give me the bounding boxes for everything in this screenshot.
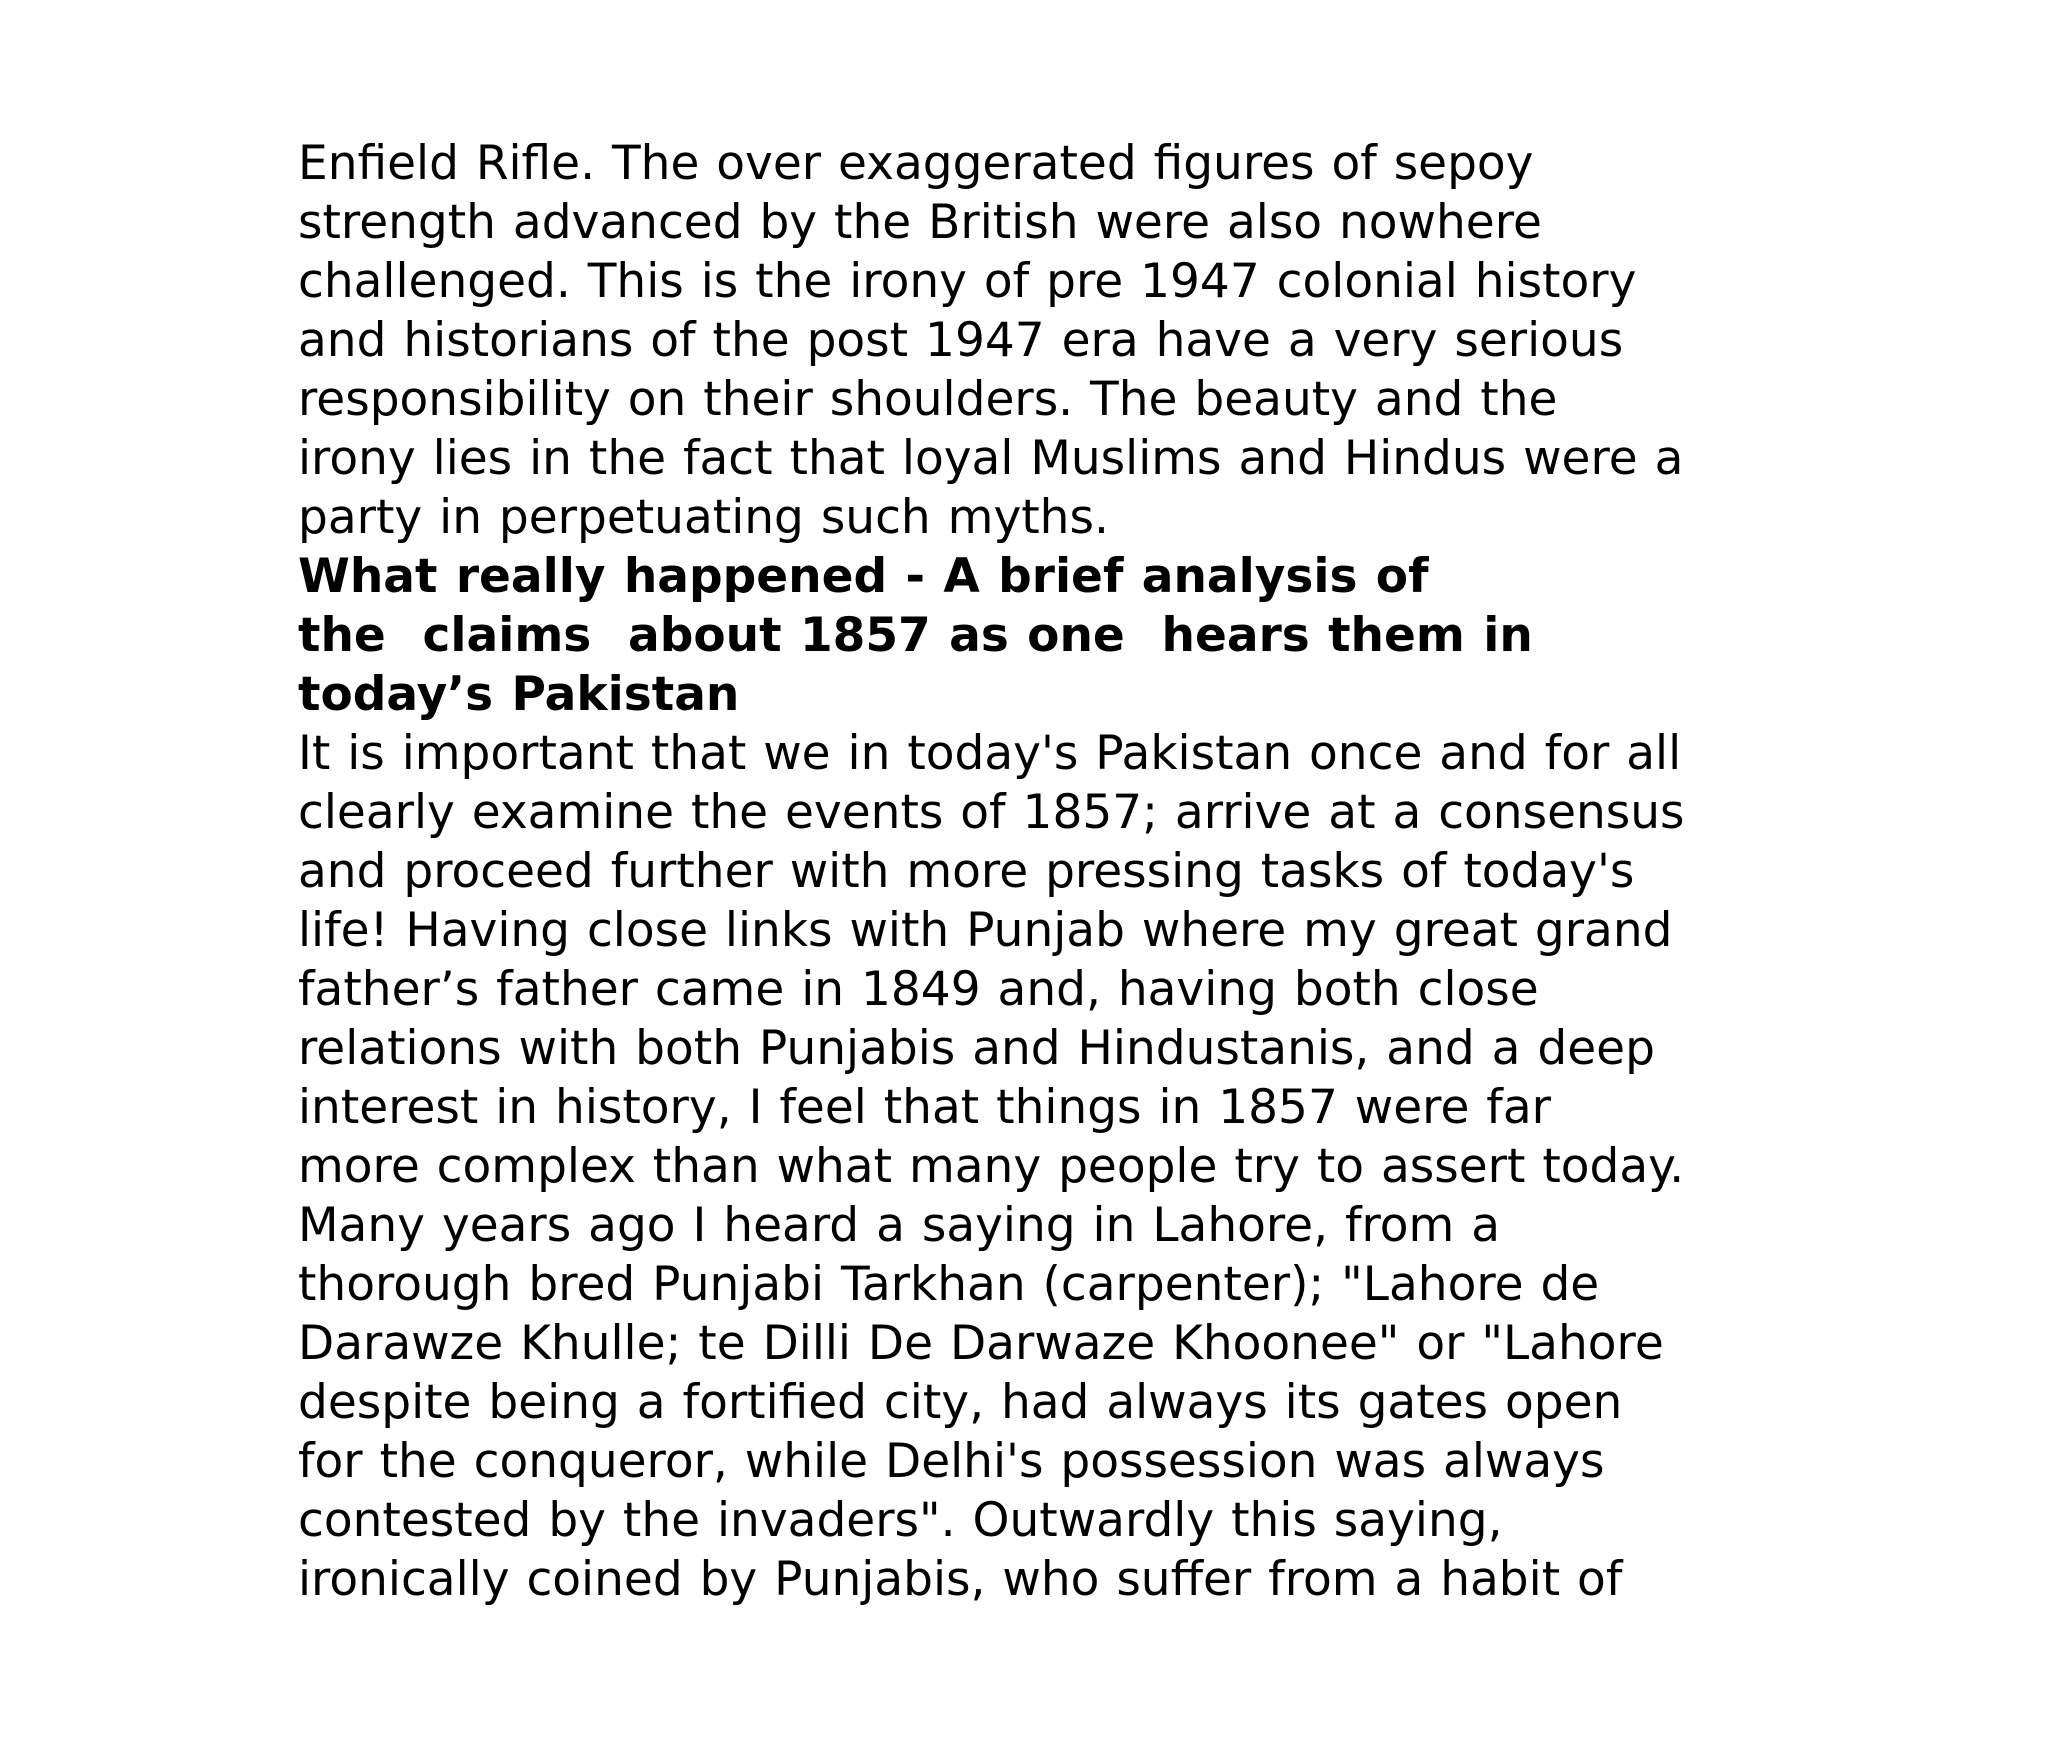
text-line: It is important that we in today's Pakistan once and for all xyxy=(298,726,1682,781)
heading-line: What really happened - A brief analysis of xyxy=(298,549,1429,604)
text-line: despite being a fortified city, had always its gates open xyxy=(298,1375,1623,1430)
text-line: father’s father came in 1849 and, having both close xyxy=(298,962,1539,1017)
text-line: Darawze Khulle; te Dilli De Darwaze Khoonee" or "Lahore xyxy=(298,1316,1664,1371)
text-line: responsibility on their shoulders. The beauty and the xyxy=(298,372,1558,427)
text-line: clearly examine the events of 1857; arrive at a consensus xyxy=(298,785,1685,840)
text-line: and proceed further with more pressing tasks of today's xyxy=(298,844,1635,899)
text-line: ironically coined by Punjabis, who suffer from a habit of xyxy=(298,1552,1623,1607)
heading-line: the claims about 1857 as one hears them in xyxy=(298,608,1533,663)
text-line: irony lies in the fact that loyal Muslims and Hindus were a xyxy=(298,431,1684,486)
heading-line: today’s Pakistan xyxy=(298,667,740,722)
text-line: relations with both Punjabis and Hindustanis, and a deep xyxy=(298,1021,1655,1076)
paragraph-body xyxy=(298,724,1778,1609)
text-line: interest in history, I feel that things in 1857 were far xyxy=(298,1080,1551,1135)
page-content xyxy=(298,134,1778,1609)
text-line: party in perpetuating such myths. xyxy=(298,490,1109,545)
text-line: life! Having close links with Punjab where my great grand xyxy=(298,903,1673,958)
paragraph-intro xyxy=(298,134,1778,547)
text-line: challenged. This is the irony of pre 1947 colonial history xyxy=(298,254,1637,309)
text-line: contested by the invaders". Outwardly this saying, xyxy=(298,1493,1503,1548)
text-line: more complex than what many people try to assert today. xyxy=(298,1139,1685,1194)
text-line: thorough bred Punjabi Tarkhan (carpenter); "Lahore de xyxy=(298,1257,1600,1312)
section-heading xyxy=(298,547,1778,724)
text-line: strength advanced by the British were also nowhere xyxy=(298,195,1542,250)
text-line: Enfield Rifle. The over exaggerated figures of sepoy xyxy=(298,136,1534,191)
text-line: Many years ago I heard a saying in Lahore, from a xyxy=(298,1198,1501,1253)
text-line: and historians of the post 1947 era have a very serious xyxy=(298,313,1624,368)
text-line: for the conqueror, while Delhi's possession was always xyxy=(298,1434,1605,1489)
